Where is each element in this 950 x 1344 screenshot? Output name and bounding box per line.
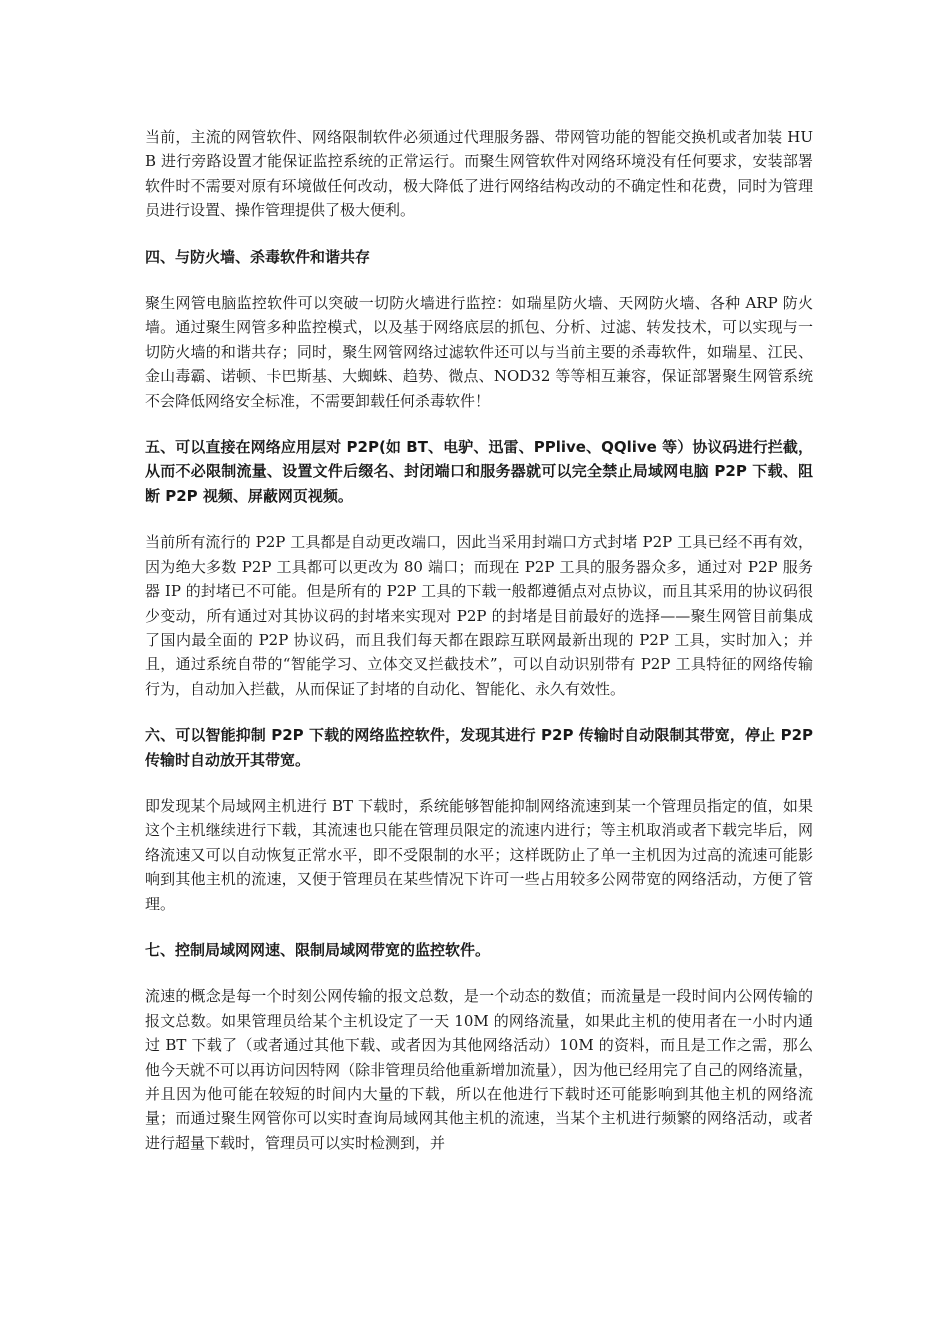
section-4-paragraph: 聚生网管电脑监控软件可以突破一切防火墙进行监控：如瑞星防火墙、天网防火墙、各种 ARP 防火墙。通过聚生网管多种监控模式，以及基于网络底层的抓包、分析、过滤、转发技术，可以实现与一切防火墙的和谐共存；同时，聚生网管网络过滤软件还可以与当前主要的杀毒软件，如瑞星、江民、金山毒霸、诺顿、卡巴斯基、大蜘蛛、趋势、微点、NOD32 等等相互兼容，保证部署聚生网管系统不会降低网络安全标准，不需要卸载任何杀毒软件！	[145, 294, 813, 410]
section-5-paragraph: 当前所有流行的 P2P 工具都是自动更改端口，因此当采用封端口方式封堵 P2P 工具已经不再有效，因为绝大多数 P2P 工具都可以更改为 80 端口；而现在 P2P 工具的服务器众多，通过对 P2P 服务器 IP 的封堵已不可能。但是所有的 P2P 工具的下载一般都遵循点对点协议，而且其采用的协议码很少变动，所有通过对其协议码的封堵来实现对 P2P 的封堵是目前最好的选择——聚生网管目前集成了国内最全面的 P2P 协议码，而且我们每天都在跟踪互联网最新出现的 P2P 工具，实时加入；并且，通过系统自带的“智能学习、立体交叉拦截技术”，可以自动识别带有 P2P 工具特征的网络传输行为，自动加入拦截，从而保证了封堵的自动化、智能化、永久有效性。	[145, 533, 813, 698]
intro-paragraph: 当前，主流的网管软件、网络限制软件必须通过代理服务器、带网管功能的智能交换机或者加装 HUB 进行旁路设置才能保证监控系统的正常运行。而聚生网管软件对网络环境没有任何要求，安装部署软件时不需要对原有环境做任何改动，极大降低了进行网络结构改动的不确定性和花费，同时为管理员进行设置、操作管理提供了极大便利。	[145, 128, 813, 220]
document-page	[145, 125, 813, 1155]
section-6-paragraph: 即发现某个局域网主机进行 BT 下载时，系统能够智能抑制网络流速到某一个管理员指定的值，如果这个主机继续进行下载，其流速也只能在管理员限定的流速内进行；等主机取消或者下载完毕后，网络流速又可以自动恢复正常水平，即不受限制的水平；这样既防止了单一主机因为过高的流速可能影响到其他主机的流速，又便于管理员在某些情况下许可一些占用较多公网带宽的网络活动，方便了管理。	[145, 796, 813, 913]
section-heading-7: 七、控制局域网网速、限制局域网带宽的监控软件。	[145, 940, 491, 959]
section-7-paragraph: 流速的概念是每一个时刻公网传输的报文总数，是一个动态的数值；而流量是一段时间内公网传输的报文总数。如果管理员给某个主机设定了一天 10M 的网络流量，如果此主机的使用者在一小时内通过 BT 下载了（或者通过其他下载、或者因为其他网络活动）10M 的资料，而且是工作之需，那么他今天就不可以再访问因特网（除非管理员给他重新增加流量），因为他已经用完了自己的网络流量，并且因为他可能在较短的时间内大量的下载，所以在他进行下载时还可能影响到其他主机的网络流量；而通过聚生网管你可以实时查询局域网其他主机的流速，当某个主机进行频繁的网络活动，或者进行超量下载时，管理员可以实时检测到，并	[145, 987, 813, 1152]
section-heading-4: 四、与防火墙、杀毒软件和谐共存	[145, 247, 371, 266]
section-heading-6: 六、可以智能抑制 P2P 下载的网络监控软件，发现其进行 P2P 传输时自动限制其带宽，停止 P2P 传输时自动放开其带宽。	[145, 726, 813, 769]
section-heading-5: 五、可以直接在网络应用层对 P2P(如 BT、电驴、迅雷、PPlive、QQlive 等）协议码进行拦截，从而不必限制流量、设置文件后缀名、封闭端口和服务器就可以完全禁止局域网电脑 P2P 下载、阻断 P2P 视频、屏蔽网页视频。	[145, 438, 813, 505]
